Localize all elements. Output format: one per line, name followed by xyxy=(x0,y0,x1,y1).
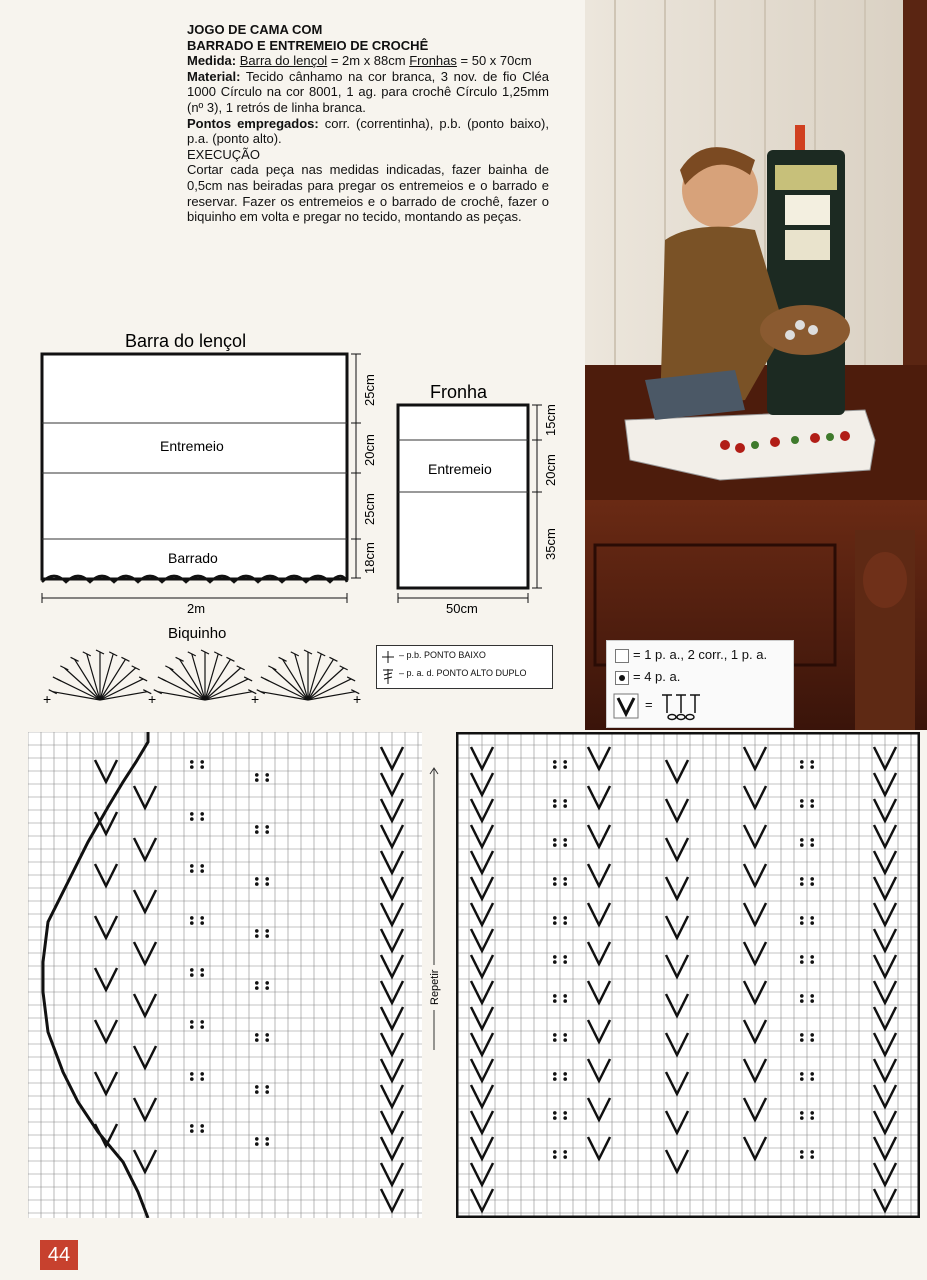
pontos-label: Pontos empregados: xyxy=(187,115,319,131)
fronha-dim-15: 15cm xyxy=(543,404,558,436)
lencol-entremeio: Entremeio xyxy=(160,438,224,454)
legend-filled: = 4 p. a. xyxy=(633,669,681,684)
fronha-title: Fronha xyxy=(430,382,488,402)
article-title-1: JOGO DE CAMA COM xyxy=(187,22,323,37)
filled-square-icon xyxy=(615,671,629,685)
execucao-text: Cortar cada peça nas medidas indicadas, fazer bainha de 0,5cm nas beiradas para pregar os entremeios e o barrado e reservar. Fazer os entremeios e o barrado de crochê, fazer o biquinho em volta e pregar no tecido, montando as peças. xyxy=(187,162,549,225)
lencol-outline xyxy=(42,354,347,579)
lencol-title: Barra do lençol xyxy=(125,331,247,351)
svg-text:+: + xyxy=(148,691,157,707)
fronha-outline xyxy=(398,405,528,588)
fronha-entremeio: Entremeio xyxy=(428,461,492,477)
material-paragraph xyxy=(187,69,549,116)
pontos-text: corr. (correntinha), p.b. (ponto baixo), p.a. (ponto alto). xyxy=(187,115,550,147)
legend-empty: = 1 p. a., 2 corr., 1 p. a. xyxy=(633,647,768,662)
lencol-dim-18: 18cm xyxy=(362,542,377,574)
medida-label: Medida: xyxy=(187,53,237,69)
fronha-width: 50cm xyxy=(446,601,478,616)
legend-pb: – p.b. PONTO BAIXO xyxy=(399,650,486,660)
biquinho-legend xyxy=(376,645,553,689)
material-text: Tecido cânhamo na cor branca, 3 nov. de fio Cléa 1000 Círculo na cor 8001, 1 ag. para crochê Círculo 1,25mm (nº 3), 1 retrós de linha branca. xyxy=(187,68,549,115)
biquinho-title: Biquinho xyxy=(168,625,227,642)
fan-motif xyxy=(251,650,362,707)
fan-motif xyxy=(43,650,151,707)
biquinho-diagram xyxy=(43,650,361,707)
material-label: Material: xyxy=(187,68,241,84)
lencol-width: 2m xyxy=(187,601,206,616)
barrado-chart xyxy=(28,732,422,1218)
v-stitch-detail-icon xyxy=(659,689,709,723)
medida-fronhas-value: = 50 x 70cm xyxy=(456,53,532,69)
execucao-label: EXECUÇÃO xyxy=(187,146,260,162)
legend-v: = xyxy=(645,697,653,712)
entremeio-chart xyxy=(456,732,920,1218)
legend-pad: – p. a. d. PONTO ALTO DUPLO xyxy=(399,668,527,678)
fronha-dim-35: 35cm xyxy=(543,528,558,560)
article-title-2: BARRADO E ENTREMEIO DE CROCHÊ xyxy=(187,37,429,53)
pontos-paragraph xyxy=(187,116,549,147)
chart-symbol-legend xyxy=(606,640,794,728)
lencol-dim-25b: 25cm xyxy=(362,493,377,525)
repeat-indicator xyxy=(424,760,444,1060)
svg-text:+: + xyxy=(251,691,260,707)
figurine-photo xyxy=(585,0,927,730)
fan-motif xyxy=(148,650,256,707)
medida-lencol: Barra do lençol xyxy=(239,53,328,69)
lencol-dim-20: 20cm xyxy=(362,434,377,466)
medida-paragraph xyxy=(187,53,549,69)
fronha-dim-20: 20cm xyxy=(543,454,558,486)
medida-lencol-value: = 2m x 88cm xyxy=(327,53,410,69)
empty-square-icon xyxy=(615,649,629,663)
stitch-symbols-icon xyxy=(381,649,395,685)
lencol-dim-25a: 25cm xyxy=(362,374,377,406)
svg-text:+: + xyxy=(43,691,52,707)
v-stitch-icon xyxy=(613,693,639,719)
lencol-barrado: Barrado xyxy=(168,550,218,566)
medida-fronhas: Fronhas xyxy=(409,53,457,69)
svg-text:+: + xyxy=(353,691,362,707)
article-text xyxy=(187,22,549,225)
page-number: 44 xyxy=(40,1240,78,1270)
repeat-label: Repetir xyxy=(429,969,441,1005)
